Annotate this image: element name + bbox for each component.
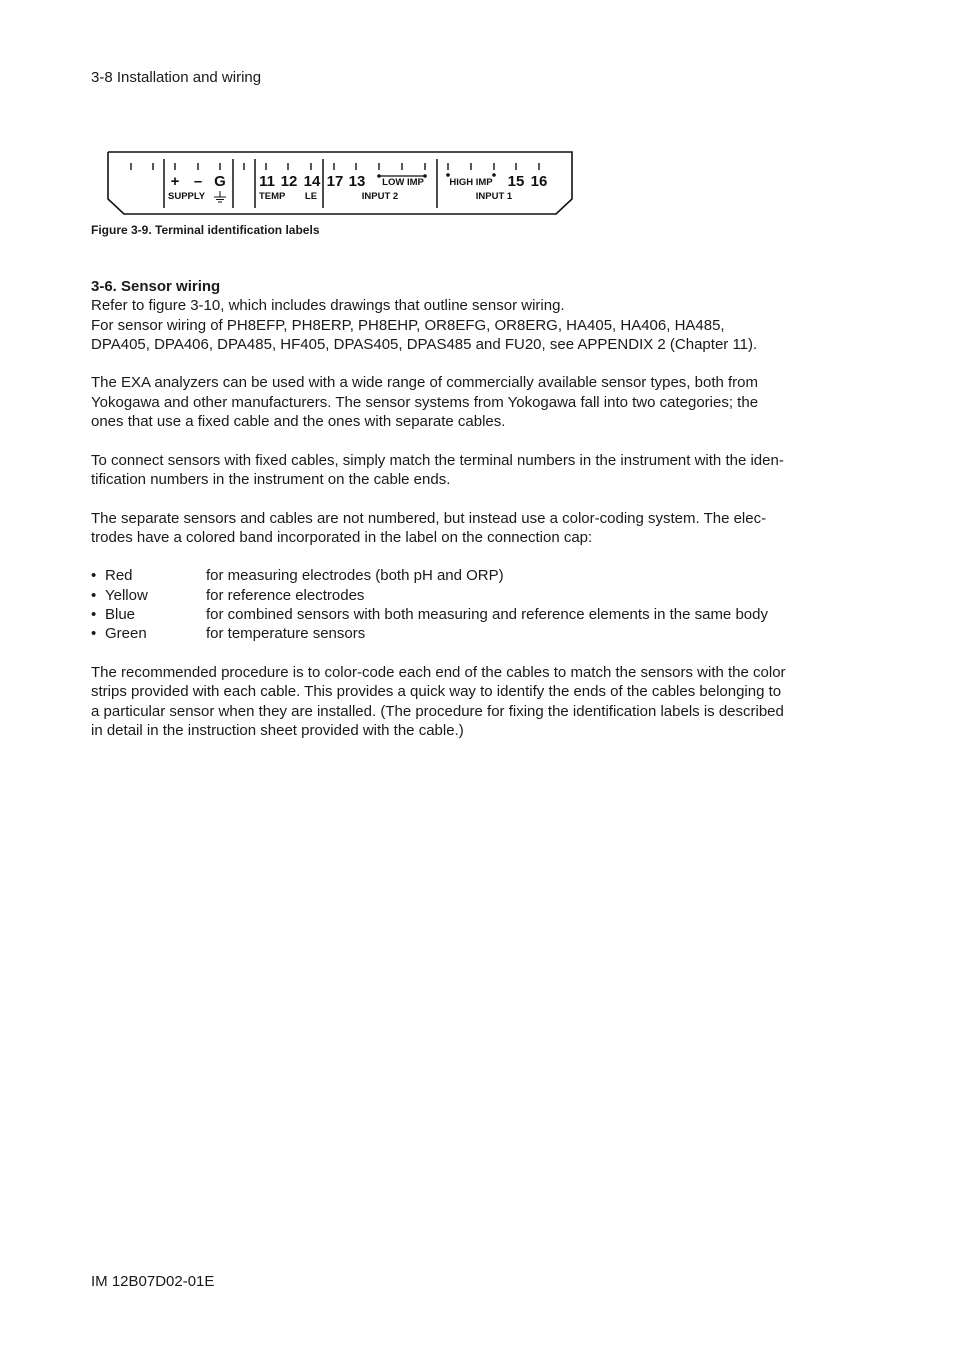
bullet-icon: • bbox=[91, 625, 97, 643]
section-heading: 3-6. Sensor wiring bbox=[91, 278, 221, 295]
paragraph bbox=[91, 373, 851, 431]
text-line: ones that use a fixed cable and the ones with separate cables. bbox=[91, 413, 506, 431]
page-footer: IM 12B07D02-01E bbox=[91, 1273, 215, 1290]
label-le: LE bbox=[304, 191, 318, 202]
label-temp: TEMP bbox=[259, 191, 286, 202]
label-input-2: INPUT 2 bbox=[361, 191, 399, 202]
text-line: strips provided with each cable. This provides a quick way to identify the ends of the cables belonging to bbox=[91, 683, 782, 701]
terminal-14: 14 bbox=[303, 173, 321, 190]
list-item: • Blue for combined sensors with both measuring and reference elements in the same body bbox=[91, 606, 768, 624]
intro-line: DPA405, DPA406, DPA485, HF405, DPAS405, DPAS485 and FU20, see APPENDIX 2 (Chapter 11). bbox=[91, 335, 758, 353]
paragraph bbox=[91, 509, 851, 548]
terminal-12: 12 bbox=[280, 173, 298, 190]
terminal-high-imp: HIGH IMP bbox=[449, 177, 493, 188]
list-item: • Yellow for reference electrodes bbox=[91, 586, 365, 604]
terminal-16: 16 bbox=[530, 173, 548, 190]
bullet-icon: • bbox=[91, 567, 97, 585]
page-header: 3-8 Installation and wiring bbox=[91, 69, 262, 86]
list-item: • Green for temperature sensors bbox=[91, 625, 366, 643]
text-line: The separate sensors and cables are not numbered, but instead use a color-coding system. The elec- bbox=[91, 509, 767, 527]
terminal-label-figure bbox=[106, 151, 574, 217]
label-input-1: INPUT 1 bbox=[475, 191, 513, 202]
terminal-minus: – bbox=[193, 173, 203, 190]
text-line: trodes have a colored band incorporated in the label on the connection cap: bbox=[91, 528, 593, 546]
terminal-11: 11 bbox=[259, 173, 275, 190]
text-line: Yokogawa and other manufacturers. The sensor systems from Yokogawa fall into two categories; the bbox=[91, 393, 759, 411]
intro-line: For sensor wiring of PH8EFP, PH8ERP, PH8EHP, OR8EFG, OR8ERG, HA405, HA406, HA485, bbox=[91, 316, 725, 334]
bullet-icon: • bbox=[91, 606, 97, 624]
intro-paragraph bbox=[91, 296, 851, 354]
section-sensor-wiring bbox=[91, 277, 851, 759]
terminal-label-drawing bbox=[106, 151, 574, 217]
ground-icon bbox=[214, 191, 226, 202]
closing-paragraph bbox=[91, 663, 851, 740]
color-code-list bbox=[91, 566, 851, 643]
text-line: a particular sensor when they are installed. (The procedure for fixing the identification labels is described bbox=[91, 702, 784, 720]
paragraph bbox=[91, 451, 851, 490]
list-item: • Red for measuring electrodes (both pH and ORP) bbox=[91, 567, 504, 585]
text-line: To connect sensors with fixed cables, simply match the terminal numbers in the instrument with the iden- bbox=[91, 451, 784, 469]
terminal-low-imp: LOW IMP bbox=[382, 177, 424, 188]
terminal-plus: + bbox=[170, 173, 180, 190]
bullet-icon: • bbox=[91, 586, 97, 604]
text-line: The recommended procedure is to color-code each end of the cables to match the sensors with the color bbox=[91, 663, 786, 681]
terminal-15: 15 bbox=[507, 173, 525, 190]
text-line: in detail in the instruction sheet provided with the cable.) bbox=[91, 721, 464, 739]
label-supply: SUPPLY bbox=[168, 191, 206, 202]
intro-line: Refer to figure 3-10, which includes drawings that outline sensor wiring. bbox=[91, 297, 565, 315]
terminal-17: 17 bbox=[326, 173, 344, 190]
terminal-g: G bbox=[214, 173, 226, 190]
terminal-13: 13 bbox=[348, 173, 366, 190]
figure-caption: Figure 3-9. Terminal identification labels bbox=[91, 223, 320, 237]
text-line: The EXA analyzers can be used with a wide range of commercially available sensor types, both from bbox=[91, 374, 759, 392]
text-line: tification numbers in the instrument on the cable ends. bbox=[91, 470, 451, 488]
